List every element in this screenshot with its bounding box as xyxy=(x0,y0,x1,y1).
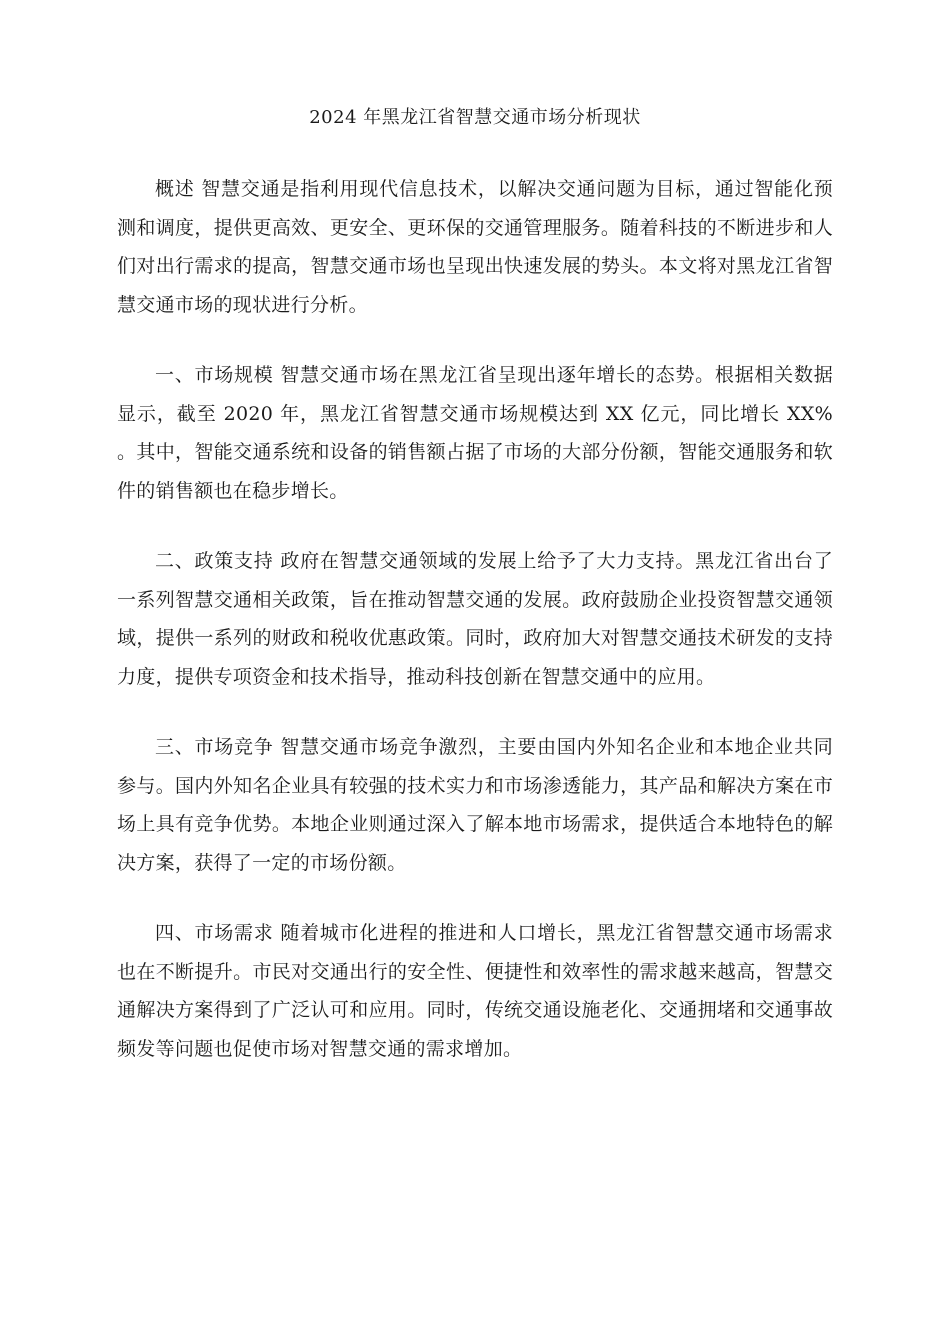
paragraph-overview: 概述 智慧交通是指利用现代信息技术，以解决交通问题为目标，通过智能化预测和调度，提供更高效、更安全、更环保的交通管理服务。随着科技的不断进步和人们对出行需求的提高，智慧交通市场也呈现出快速发展的势头。本文将对黑龙江省智慧交通市场的现状进行分析。 xyxy=(117,178,833,316)
document-body xyxy=(117,170,833,1100)
paragraph-policy-support: 二、政策支持 政府在智慧交通领域的发展上给予了大力支持。黑龙江省出台了一系列智慧交通相关政策，旨在推动智慧交通的发展。政府鼓励企业投资智慧交通领域，提供一系列的财政和税收优惠政策。同时，政府加大对智慧交通技术研发的支持力度，提供专项资金和技术指导，推动科技创新在智慧交通中的应用。 xyxy=(117,550,833,688)
paragraph-market-scale: 一、市场规模 智慧交通市场在黑龙江省呈现出逐年增长的态势。根据相关数据显示，截至 2020 年，黑龙江省智慧交通市场规模达到 XX 亿元，同比增长 XX% 。其中，智能交通系统和设备的销售额占据了市场的大部分份额，智能交通服务和软件的销售额也在稳步增长。 xyxy=(117,364,833,502)
paragraph-market-competition: 三、市场竞争 智慧交通市场竞争激烈，主要由国内外知名企业和本地企业共同参与。国内外知名企业具有较强的技术实力和市场渗透能力，其产品和解决方案在市场上具有竞争优势。本地企业则通过深入了解本地市场需求，提供适合本地特色的解决方案，获得了一定的市场份额。 xyxy=(117,736,833,874)
paragraph-market-demand: 四、市场需求 随着城市化进程的推进和人口增长，黑龙江省智慧交通市场需求也在不断提升。市民对交通出行的安全性、便捷性和效率性的需求越来越高，智慧交通解决方案得到了广泛认可和应用。同时，传统交通设施老化、交通拥堵和交通事故频发等问题也促使市场对智慧交通的需求增加。 xyxy=(117,922,833,1060)
document-title: 2024 年黑龙江省智慧交通市场分析现状 xyxy=(309,107,641,128)
